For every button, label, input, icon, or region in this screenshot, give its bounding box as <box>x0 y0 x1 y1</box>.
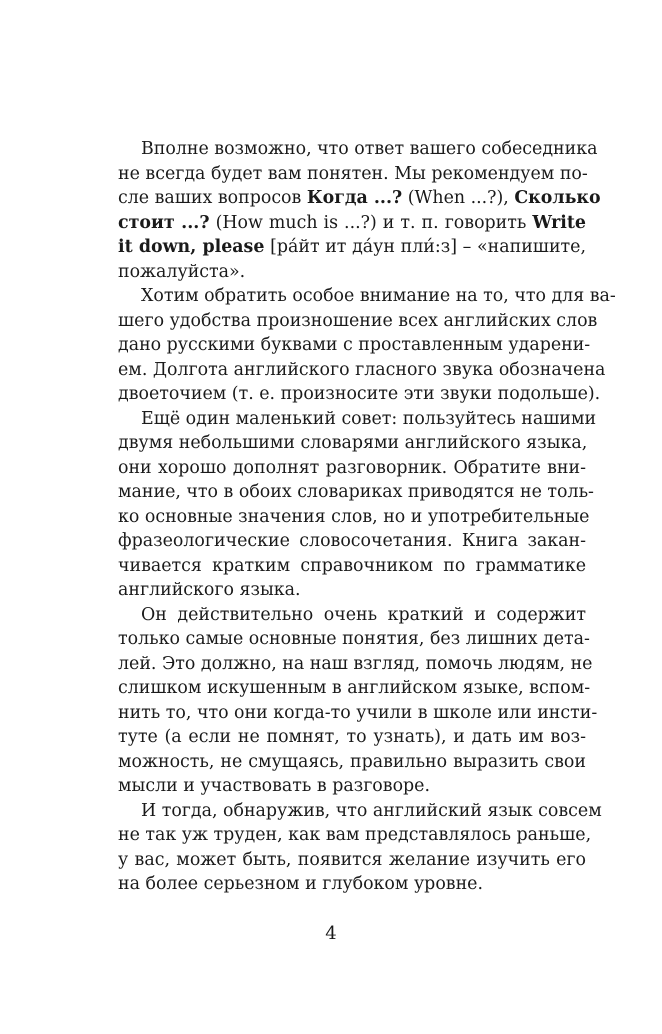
text-run: мысли и участвовать в разговоре. <box>118 776 430 796</box>
text-line <box>118 872 586 897</box>
text-run: туте (а если не помнят, то узнать), и дать им воз- <box>118 727 586 747</box>
text-line <box>118 407 597 432</box>
text-line <box>118 431 586 456</box>
text-run: Вполне возможно, что ответ вашего собеседника <box>141 139 598 159</box>
paragraph <box>118 603 598 799</box>
text-run: слишком искушенным в английском языке, вспом- <box>118 678 591 698</box>
paragraph <box>118 284 616 407</box>
text-run: английского языка. <box>118 580 301 600</box>
text-run: только самые основные понятия, без лишних дета- <box>118 629 590 649</box>
text-line <box>118 162 586 187</box>
text-run: пожалуйста». <box>118 261 246 282</box>
paragraph <box>118 137 601 284</box>
text-run: у вас, может быть, появится желание изучить его <box>118 849 586 870</box>
text-run: дано русскими буквами с проставленным ударени- <box>118 335 591 355</box>
bold-phrase: Когда ...? <box>306 188 403 208</box>
text-line <box>118 848 586 873</box>
text-run: (When ...?), <box>402 188 515 208</box>
text-line <box>118 260 586 285</box>
text-run: мание, что в обоих словариках приводятся не толь- <box>118 482 594 502</box>
text-line <box>118 382 601 407</box>
text-line <box>118 603 586 628</box>
text-run: ем. Долгота английского гласного звука обозначена <box>118 359 606 380</box>
bold-phrase: Сколько <box>514 188 601 208</box>
text-run: Он действительно очень краткий и содержит <box>141 604 586 625</box>
text-line <box>118 578 586 603</box>
text-run: на более серьезном и глубоком уровне. <box>118 874 483 894</box>
text-line <box>118 186 601 211</box>
text-line <box>118 725 586 750</box>
text-line <box>118 627 590 652</box>
text-run: шего удобства произношение всех английских слов <box>118 310 598 331</box>
text-line <box>118 284 616 309</box>
text-run: [ра́йт ит да́ун пли́:з] – «напишите, <box>264 237 587 257</box>
text-run: нить то, что они когда-то учили в школе или инсти- <box>118 702 598 723</box>
text-line <box>118 823 592 848</box>
paragraph <box>118 799 602 897</box>
text-line <box>118 480 594 505</box>
text-line <box>118 529 586 554</box>
text-run: ко основные значения слов, но и употребительные <box>118 506 590 527</box>
text-line <box>118 554 586 579</box>
text-run: сле ваших вопросов <box>118 188 307 208</box>
text-line <box>118 676 591 701</box>
text-run: не так уж труден, как вам представлялось раньше, <box>118 825 592 845</box>
text-run: они хорошо дополнят разговорник. Обратите вни- <box>118 457 586 478</box>
text-line <box>118 211 586 236</box>
text-line <box>118 774 586 799</box>
text-line <box>118 309 598 334</box>
text-run: Ещё один маленький совет: пользуйтесь нашими <box>141 408 597 429</box>
body-text <box>118 137 616 897</box>
text-line <box>118 137 598 162</box>
bold-phrase: стоит ...? <box>118 212 210 233</box>
text-line <box>118 505 590 530</box>
text-run: лей. Это должно, на наш взгляд, помочь людям, не <box>118 653 593 674</box>
text-line <box>118 701 598 726</box>
text-run: (How much is ...?) и т. п. говорить <box>209 212 533 233</box>
text-line <box>118 456 586 481</box>
text-line <box>118 652 593 677</box>
text-run: фразеологические словосочетания. Книга закан- <box>118 531 586 551</box>
text-line <box>118 235 586 260</box>
text-run: двумя небольшими словарями английского языка, <box>118 433 588 453</box>
text-run: Хотим обратить особое внимание на то, что для ва- <box>141 286 616 306</box>
text-run: не всегда будет вам понятен. Мы рекомендуем по- <box>118 163 588 184</box>
paragraph <box>118 407 597 603</box>
text-run: чивается кратким справочником по грамматике <box>118 555 586 576</box>
page-number: 4 <box>325 923 337 944</box>
text-run: можность, не смущаясь, правильно выразить свои <box>118 751 586 772</box>
bold-phrase: Write <box>532 212 586 233</box>
text-run: двоеточием (т. е. произносите эти звуки подольше). <box>118 384 601 404</box>
text-line <box>118 799 602 824</box>
bold-phrase: it down, please <box>118 237 265 257</box>
text-line <box>118 358 606 383</box>
text-line <box>118 333 591 358</box>
text-line <box>118 750 586 775</box>
text-run: И тогда, обнаружив, что английский язык совсем <box>141 800 602 821</box>
